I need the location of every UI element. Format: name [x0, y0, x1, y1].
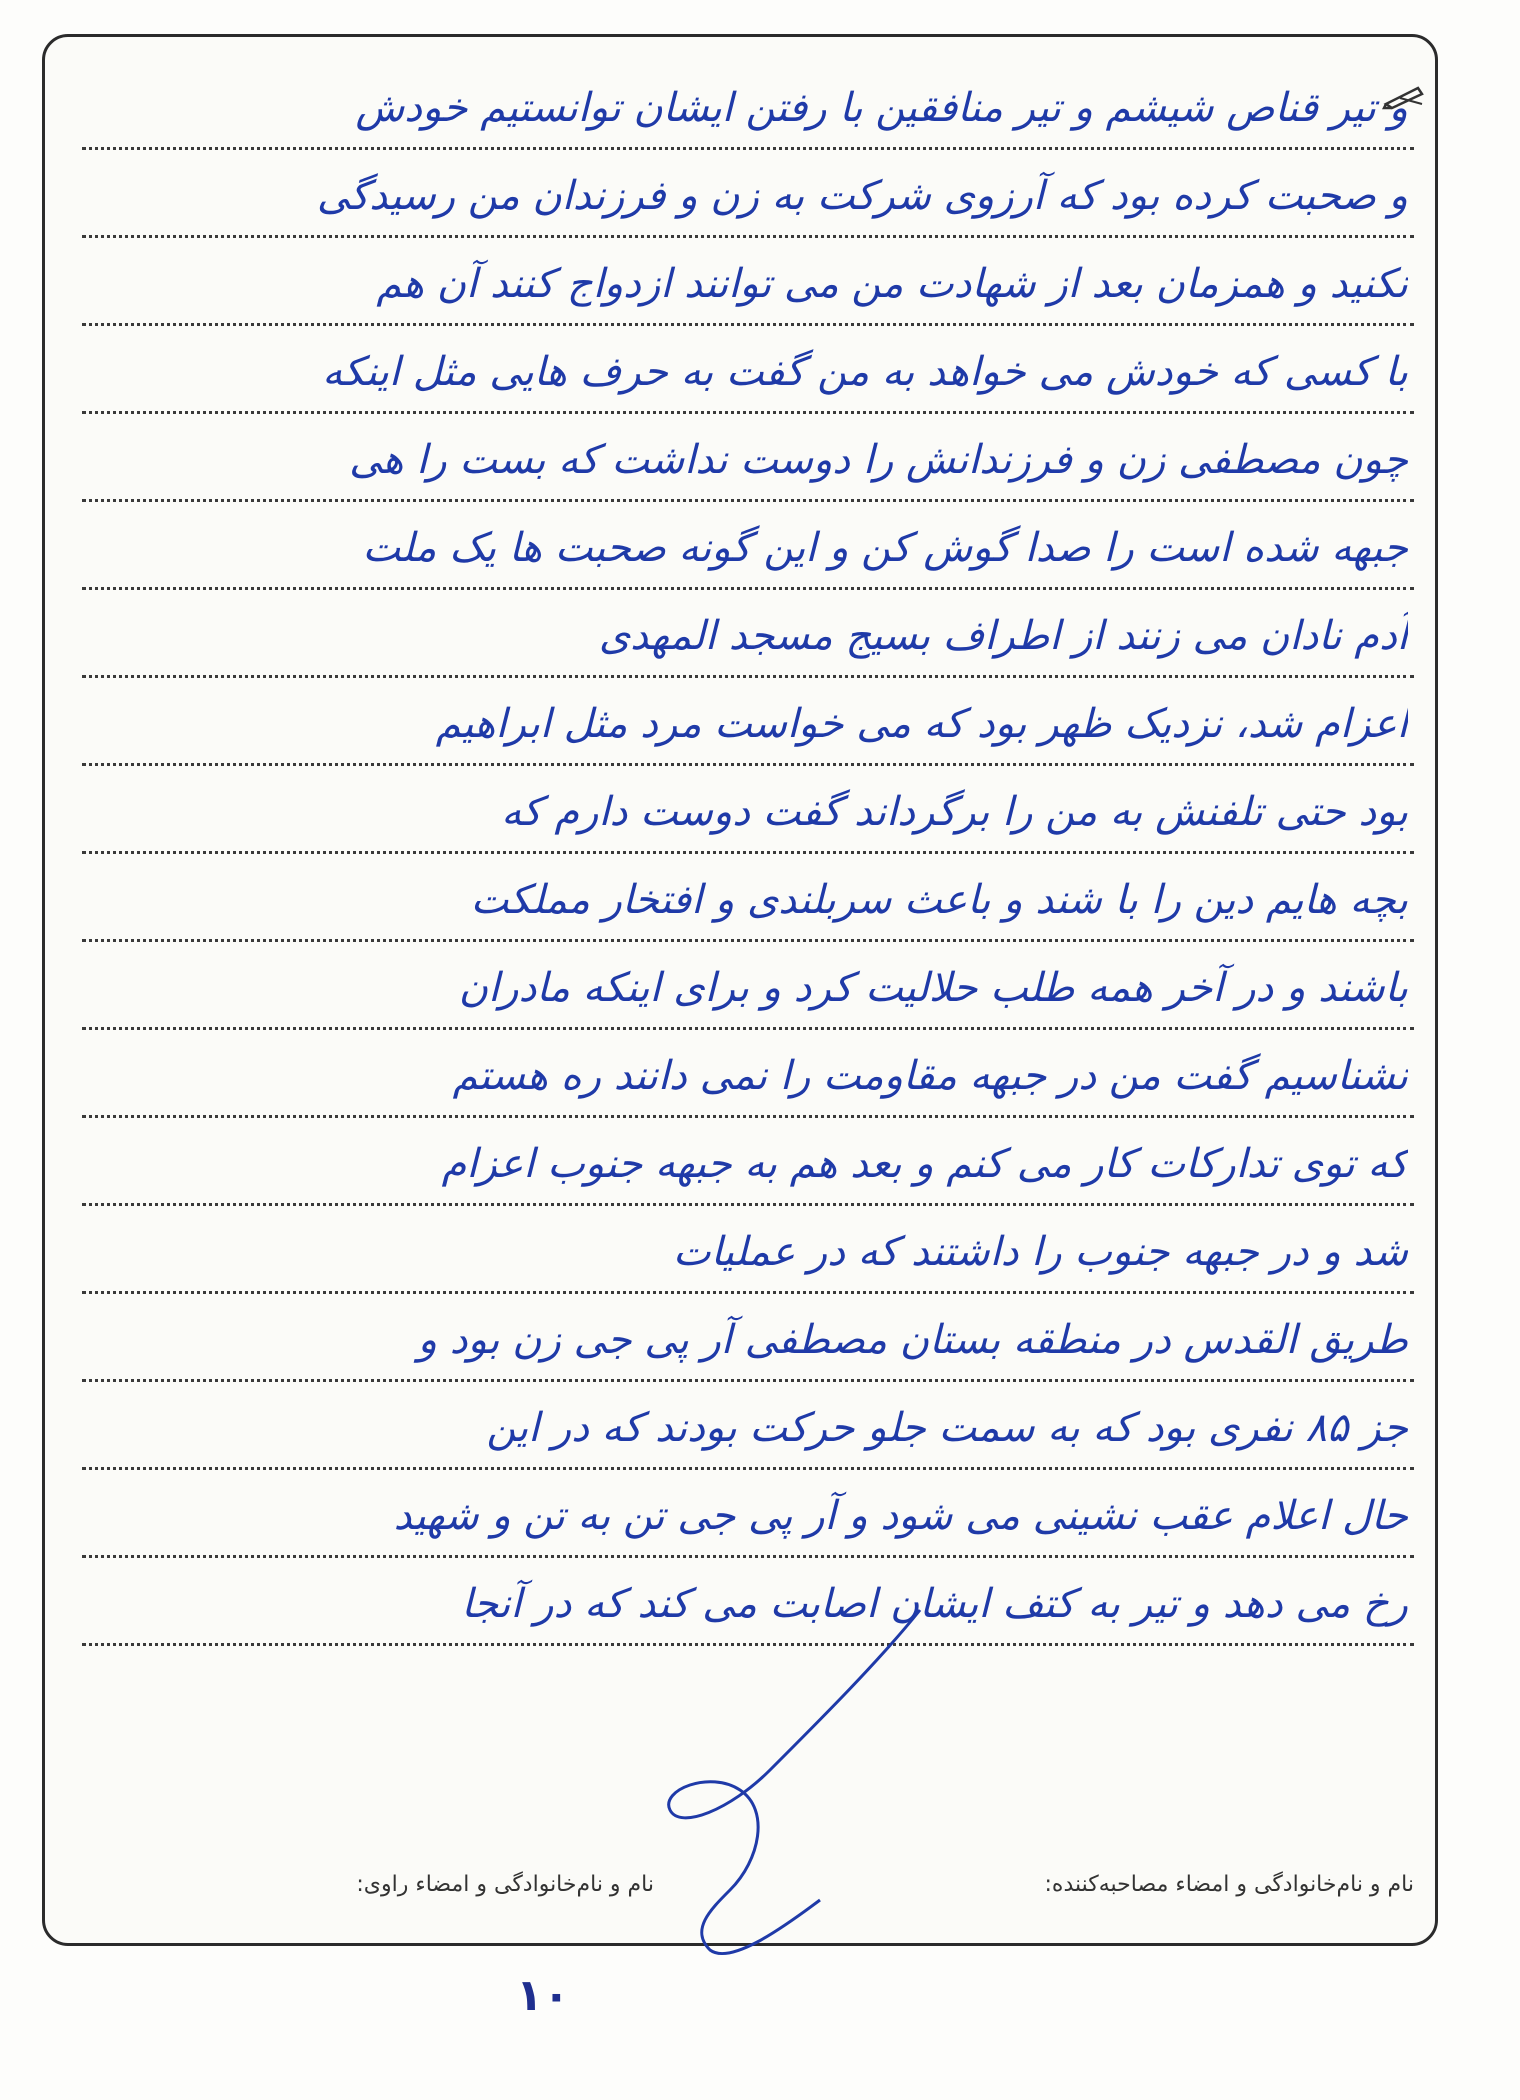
- text-line-content: بچه هایم دین را با شند و باعث سربلندی و افتخار مملکت: [470, 877, 1408, 923]
- narrator-signature-label: نام و نام‌خانوادگی و امضاء راوی:: [356, 1872, 654, 1897]
- text-line-content: آدم نادان می زنند از اطراف بسیج مسجد المهدی: [598, 613, 1408, 659]
- text-line-content: بود حتی تلفنش به من را برگرداند گفت دوست دارم که: [501, 789, 1408, 835]
- text-line: [82, 678, 1414, 766]
- text-line: [82, 1030, 1414, 1118]
- text-line-content: حال اعلام عقب نشینی می شود و آر پی جی تن به تن و شهید: [393, 1493, 1408, 1539]
- text-line: [82, 502, 1414, 590]
- text-line-content: نشناسیم گفت من در جبهه مقاومت را نمی دانند ره هستم: [452, 1053, 1408, 1099]
- text-line-content: جز ۸۵ نفری بود که به سمت جلو حرکت بودند که در این: [486, 1405, 1408, 1451]
- text-line-content: طریق القدس در منطقه بستان مصطفی آر پی جی زن بود و: [417, 1317, 1408, 1363]
- text-line: [82, 238, 1414, 326]
- signature-footer: [82, 1872, 1414, 1912]
- text-line-content: و تیر قناص شیشم و تیر منافقین با رفتن ایشان توانستیم خودش: [355, 85, 1408, 131]
- signature-scribble: [620, 1600, 980, 1980]
- text-line-content: باشند و در آخر همه طلب حلالیت کرد و برای اینکه مادران: [458, 965, 1408, 1011]
- text-line-content: و صحبت کرده بود که آرزوی شرکت به زن و فرزندان من رسیدگی: [316, 173, 1408, 219]
- text-line-content: نکنید و همزمان بعد از شهادت من می توانند ازدواج کنند آن هم: [376, 261, 1408, 307]
- text-line: [82, 62, 1414, 150]
- interviewer-signature-label: نام و نام‌خانوادگی و امضاء مصاحبه‌کننده:: [1044, 1872, 1414, 1897]
- text-line-content: که توی تدارکات کار می کنم و بعد هم به جبهه جنوب اعزام: [441, 1141, 1408, 1187]
- text-line-content: اعزام شد، نزدیک ظهر بود که می خواست مرد مثل ابراهیم: [435, 701, 1408, 747]
- text-line: [82, 414, 1414, 502]
- text-line: [82, 326, 1414, 414]
- page-number: ۱۰: [516, 1970, 570, 2021]
- text-line: [82, 1206, 1414, 1294]
- text-line: [82, 854, 1414, 942]
- handwritten-body: [82, 62, 1414, 1822]
- text-line-content: با کسی که خودش می خواهد به من گفت به حرف هایی مثل اینکه: [322, 349, 1408, 395]
- text-line-content: جبهه شده است را صدا گوش کن و این گونه صحبت ها یک ملت: [362, 525, 1408, 571]
- text-line: [82, 766, 1414, 854]
- text-line: [82, 1382, 1414, 1470]
- text-line-content: چون مصطفی زن و فرزندانش را دوست نداشت که بست را هی: [349, 437, 1408, 483]
- text-line-content: رخ می دهد و تیر به کتف ایشان اصابت می کند که در آنجا: [461, 1581, 1408, 1627]
- text-line-content: شد و در جبهه جنوب را داشتند که در عملیات: [673, 1229, 1408, 1275]
- text-line: [82, 590, 1414, 678]
- text-line: [82, 1294, 1414, 1382]
- text-line: [82, 150, 1414, 238]
- text-line: [82, 1118, 1414, 1206]
- text-line: [82, 1470, 1414, 1558]
- text-line: [82, 942, 1414, 1030]
